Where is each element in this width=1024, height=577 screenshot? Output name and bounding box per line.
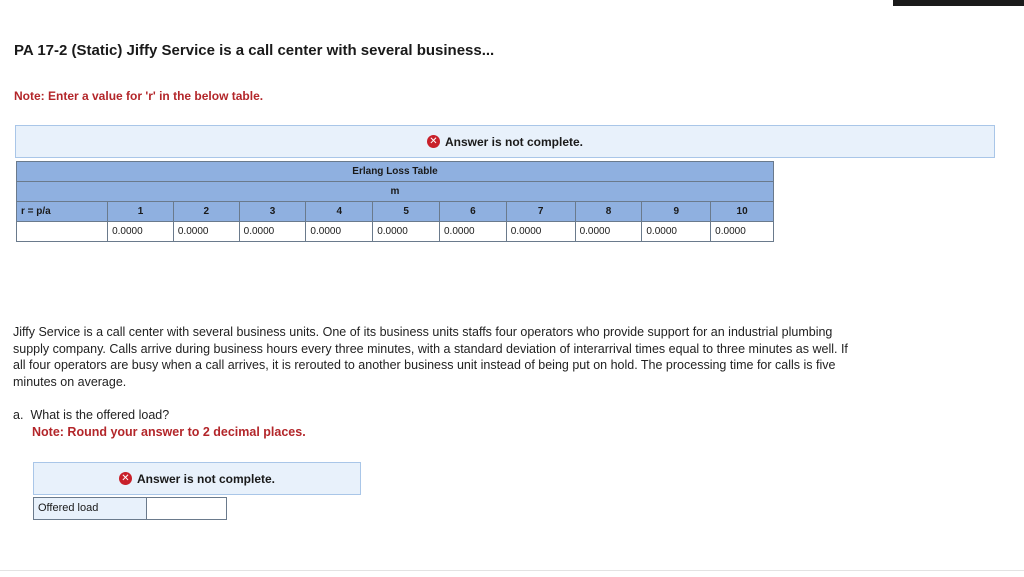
divider — [0, 570, 1024, 571]
m-col-header: 9 — [642, 202, 711, 222]
x-circle-icon: ✕ — [119, 472, 132, 485]
table-cell: 0.0000 — [108, 222, 174, 242]
answer-status-text: Answer is not complete. — [444, 134, 584, 149]
m-col-header: 10 — [711, 202, 774, 222]
offered-load-label: Offered load — [33, 497, 147, 520]
m-col-header: 6 — [439, 202, 506, 222]
m-col-header: 4 — [306, 202, 373, 222]
table-cell: 0.0000 — [711, 222, 774, 242]
table-cell: 0.0000 — [373, 222, 440, 242]
m-col-header: 2 — [173, 202, 239, 222]
erlang-loss-table — [16, 161, 774, 242]
r-value-cell[interactable] — [17, 222, 108, 242]
question-a-label: a. — [13, 408, 24, 422]
table-cell: 0.0000 — [306, 222, 373, 242]
table-cell: 0.0000 — [506, 222, 575, 242]
m-col-header: 7 — [506, 202, 575, 222]
table-cell: 0.0000 — [173, 222, 239, 242]
table-cell: 0.0000 — [439, 222, 506, 242]
m-col-header: 1 — [108, 202, 174, 222]
table-cell: 0.0000 — [642, 222, 711, 242]
problem-description: Jiffy Service is a call center with several business units. One of its business units staffs four operators who provide support for an industrial plumbing supply company. Calls arrive during business hours every three minutes, with a standard deviation of interarrival times equal to three minutes as well. If all four operators are busy when a call arrives, it is rerouted to another business unit instead of being put on hold. The processing time for calls is five minutes on average. — [13, 325, 848, 389]
r-label: r = p/a — [17, 202, 108, 222]
m-col-header: 8 — [575, 202, 642, 222]
table-cell: 0.0000 — [575, 222, 642, 242]
note-enter-r: Note: Enter a value for 'r' in the below table. — [14, 89, 264, 103]
offered-load-input[interactable] — [147, 497, 227, 520]
question-a-text: What is the offered load? — [30, 408, 170, 422]
m-col-header: 5 — [373, 202, 440, 222]
answer-status-banner — [15, 125, 995, 158]
question-a — [13, 408, 169, 422]
table-m-header: m — [17, 182, 774, 202]
answer-status-banner-a — [33, 462, 361, 495]
x-circle-icon: ✕ — [427, 135, 440, 148]
page-title: PA 17-2 (Static) Jiffy Service is a call center with several business... — [14, 42, 495, 59]
top-bar — [893, 0, 1024, 6]
answer-status-text: Answer is not complete. — [136, 471, 276, 486]
r-value-input[interactable] — [17, 223, 107, 241]
table-title: Erlang Loss Table — [17, 162, 774, 182]
table-cell: 0.0000 — [239, 222, 306, 242]
m-col-header: 3 — [239, 202, 306, 222]
note-round: Note: Round your answer to 2 decimal places. — [32, 425, 306, 439]
